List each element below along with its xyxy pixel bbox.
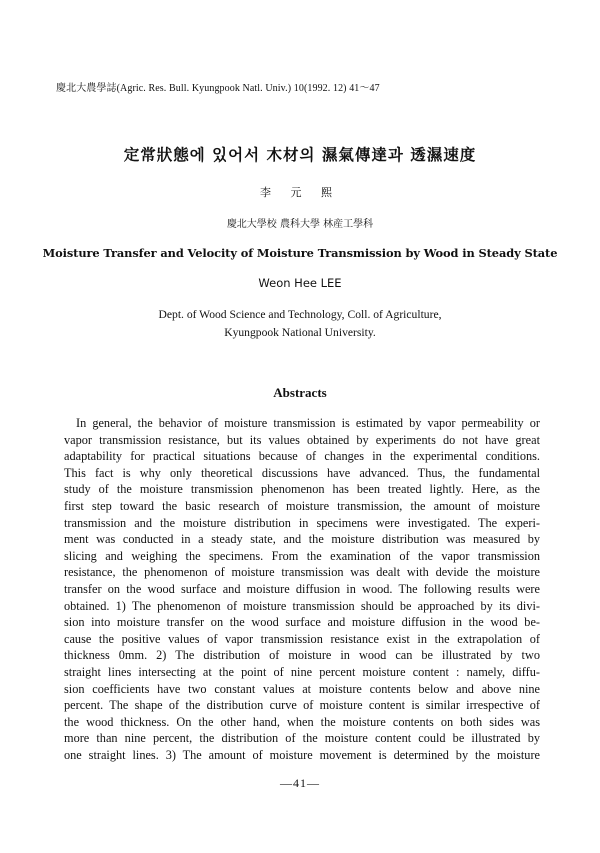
abstract-line: sion coefficients have two constant values at moisture contents below and above nine [64,681,540,696]
affiliation-line-2: Kyungpook National University. [224,326,376,339]
abstract-line: cause the positive values of vapor transmission resistance exist in the extrapolation of [64,631,540,646]
affiliation-line-1: Dept. of Wood Science and Technology, Coll. of Agriculture, [158,308,442,321]
abstract-line: ment was conducted in a steady state, and the moisture distribution was measured by [64,532,540,547]
journal-citation: 慶北大農學誌(Agric. Res. Bull. Kyungpook Natl. Univ.) 10(1992. 12) 41～47 [56,83,380,94]
abstract-line: slicing and weighing the specimens. From the examination of the vapor transmission [64,548,540,563]
abstract-heading: Abstracts [273,385,327,400]
abstract-line: transmission and the moisture distribution in specimens were investigated. The experi- [64,515,540,530]
abstract-line: vapor transmission resistance, but its values obtained by experiments do not have great [64,432,540,447]
korean-affiliation: 慶北大學校 農科大學 林産工學科 [226,219,374,230]
english-author: Weon Hee LEE [258,276,342,290]
english-title: Moisture Transfer and Velocity of Moisture Transmission by Wood in Steady State [42,246,558,260]
abstract-line: first step toward the basic research of moisture transmission, the amount of moisture [64,498,540,513]
english-affiliation [0,306,600,342]
abstract-line: This fact is why only theoretical discussions have advanced. Thus, the fundamental [64,465,540,480]
page-number: —41— [280,776,320,790]
abstract-line: percent. The shape of the distribution curve of moisture content is similar irrespective of [64,698,540,713]
abstract-line: study of the moisture transmission phenomenon has been treated lightly. Here, as the [64,482,540,497]
abstract-line: sion into moisture transfer on the wood surface and moisture diffusion in the wood be- [64,615,540,630]
abstract-line: one straight lines. 3) The amount of moisture movement is determined by the moisture [64,747,540,762]
abstract-line: In general, the behavior of moisture transmission is estimated by vapor permeability or [76,416,540,430]
abstract-line: obtained. 1) The phenomenon of moisture transmission should be approached by its divi- [64,598,540,613]
abstract-body [64,415,540,763]
abstract-line: adaptability for practical situations because of changes in the experimental conditions. [64,449,540,464]
abstract-line: more than nine percent, the distribution of the moisture content could be illustrated by [64,731,540,746]
abstract-line: straight lines intersecting at the point of nine percent moisture content : namely, diffu- [64,664,540,679]
abstract-line: transfer on the wood surface and moisture diffusion in wood. The following results were [64,581,540,596]
korean-title: 定常狀態에 있어서 木材의 濕氣傳達과 透濕速度 [123,146,477,164]
abstract-line: resistance, the phenomenon of moisture transmission was dealt with devide the moisture [64,565,540,580]
abstract-line: the wood thickness. On the other hand, when the moisture contents on both sides was [64,714,540,729]
korean-author: 李 元 熙 [260,186,340,199]
abstract-line: thickness 0mm. 2) The distribution of moisture in wood can be illustrated by two [64,648,540,663]
